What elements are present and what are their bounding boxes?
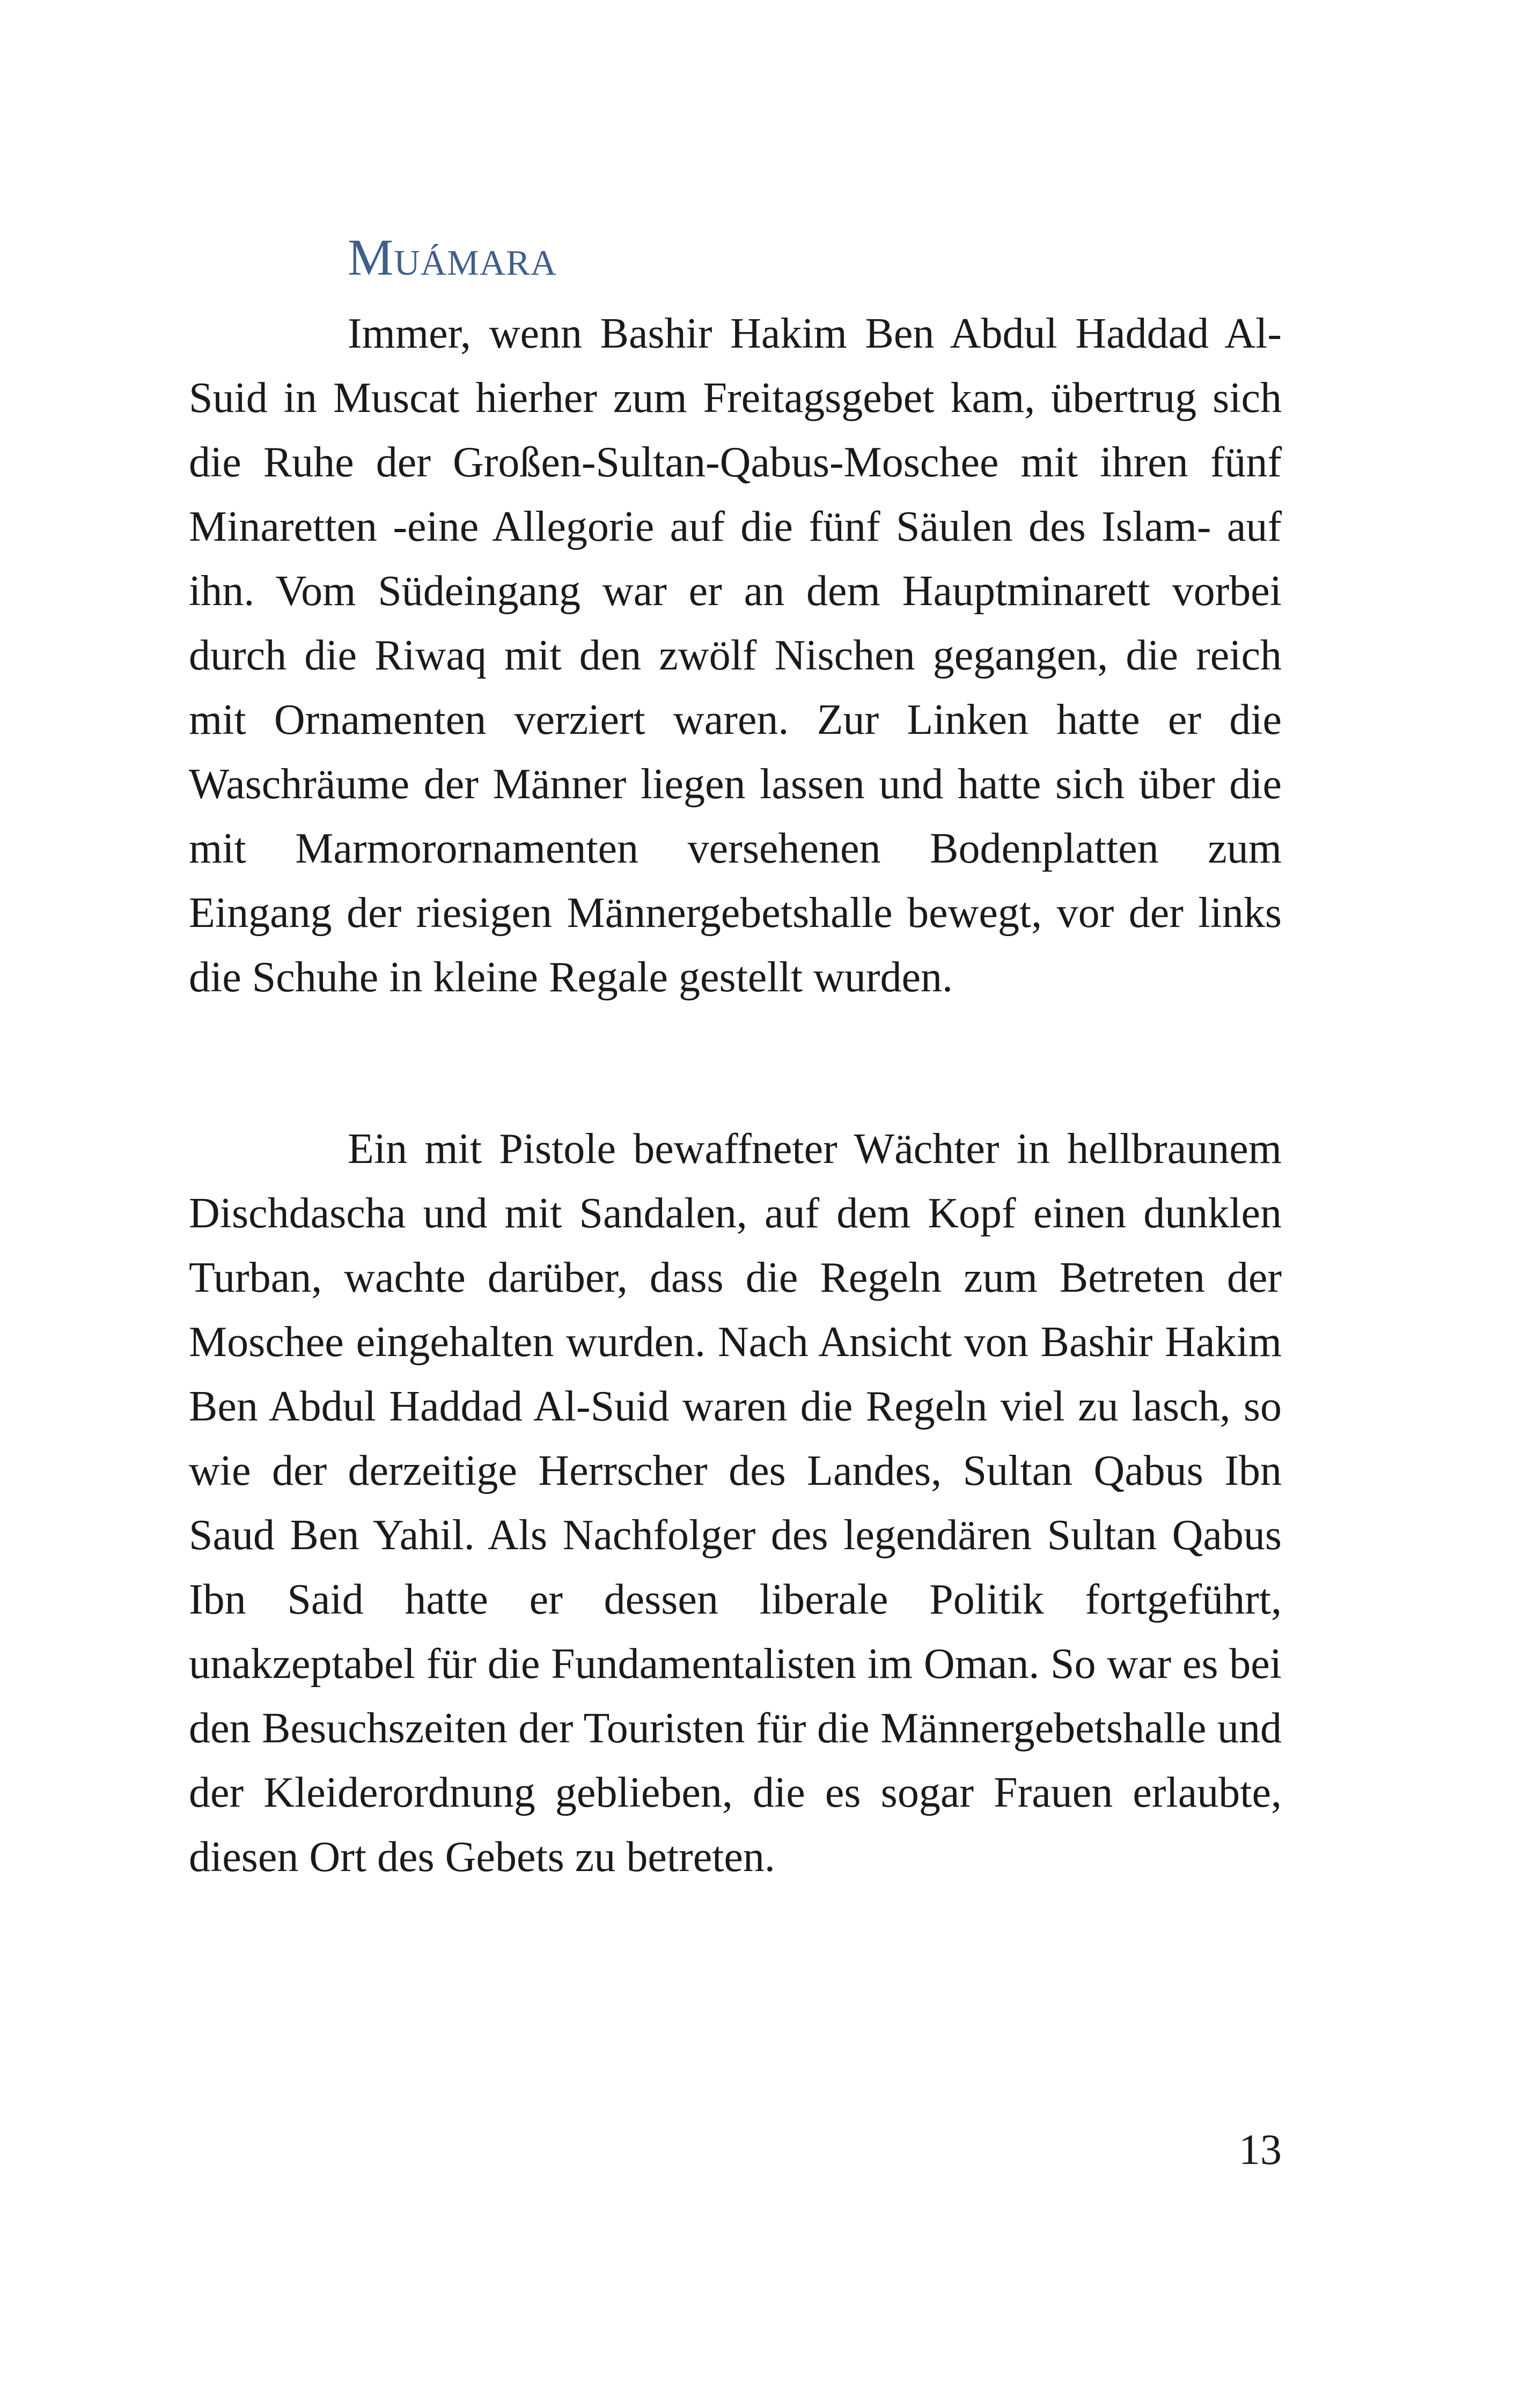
paragraph-block — [189, 1117, 1282, 1889]
page-number: 13 — [1239, 2126, 1282, 2174]
paragraph-block — [189, 301, 1282, 1010]
paragraph-2: Ein mit Pistole bewaffneter Wächter in hellbraunem Dischdascha und mit Sandalen, auf dem Kopf einen dunklen Turban, wachte darüber, dass die Regeln zum Betreten der Moschee eingehalten wurden. Nach Ansicht von Bashir Hakim Ben Abdul Haddad Al-Suid waren die Regeln viel zu lasch, so wie der derzeitige Herrscher des Landes, Sultan Qabus Ibn Saud Ben Yahil. Als Nachfolger des legendären Sultan Qabus Ibn Said hatte er dessen liberale Politik fortgeführt, unakzeptabel für die Fundamentalisten im Oman. So war es bei den Besuchszeiten der Touristen für die Männergebetshalle und der Kleiderordnung geblieben, die es sogar Frauen erlaubte, diesen Ort des Gebets zu betreten. — [189, 1125, 1282, 1881]
chapter-title: Muámara — [348, 229, 557, 286]
paragraph-1: Immer, wenn Bashir Hakim Ben Abdul Haddad Al-Suid in Muscat hierher zum Freitagsgebet kam, übertrug sich die Ruhe der Großen-Sultan-Qabus-Moschee mit ihren fünf Minaretten -eine Allegorie auf die fünf Säulen des Islam- auf ihn. Vom Südeingang war er an dem Hauptminarett vorbei durch die Riwaq mit den zwölf Nischen gegangen, die reich mit Ornamenten verziert waren. Zur Linken hatte er die Waschräume der Männer liegen lassen und hatte sich über die mit Marmorornamenten versehenen Bodenplatten zum Eingang der riesigen Männergebetshalle bewegt, vor der links die Schuhe in kleine Regale gestellt wurden. — [189, 310, 1282, 1001]
